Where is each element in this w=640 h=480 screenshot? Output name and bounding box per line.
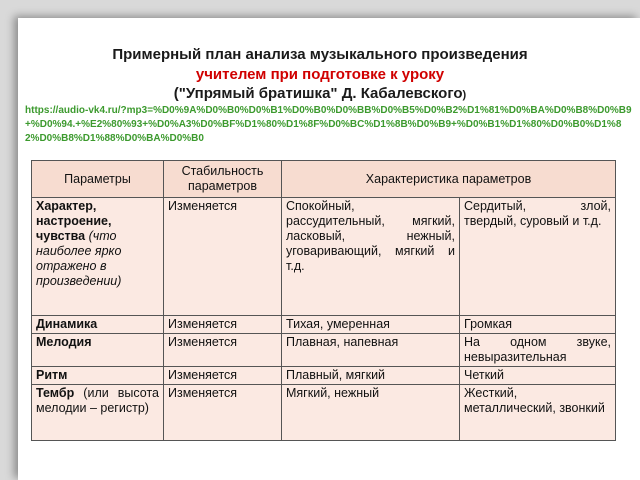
table-row	[32, 334, 616, 367]
char-b-cell: На одном звуке, невыразительная	[460, 334, 616, 367]
title-line-3-paren: )	[462, 89, 467, 101]
param-name: Ритм	[36, 368, 68, 382]
analysis-table	[31, 160, 616, 441]
param-cell	[32, 385, 164, 441]
char-b-cell: Громкая	[460, 316, 616, 334]
char-b-cell: Сердитый, злой, твердый, суровый и т.д.	[460, 198, 616, 316]
title-line-1: Примерный план анализа музыкального произведения	[112, 46, 528, 63]
title-line-3-main: ("Упрямый братишка" Д. Кабалевского	[173, 85, 463, 102]
char-a-cell: Мягкий, нежный	[282, 385, 460, 441]
param-cell	[32, 367, 164, 385]
table-row	[32, 367, 616, 385]
header-stability: Стабильность параметров	[164, 161, 282, 198]
char-a-cell: Тихая, умеренная	[282, 316, 460, 334]
stability-cell: Изменяется	[164, 385, 282, 441]
param-name: Характер, настроение, чувства	[36, 199, 112, 243]
char-b-cell: Жесткий, металлический, звонкий	[460, 385, 616, 441]
title-line-2: учителем при подготовке к уроку	[195, 66, 445, 83]
param-name: Тембр	[36, 386, 75, 400]
audio-link[interactable]: https://audio-vk4.ru/?mp3=%D0%9A%D0%B0%D0%B1%D0%B0%D0%BB%D0%B5%D0%B2%D1%81%D0%BA%D0%B8%D0%B9+%D0%94.+%E2%80%93+%D0%A3%D0%BF%D1%80%D1%8F%D0%BC%D1%8B%D0%B9+%D0%B1%D1%80%D0%B0%D1%82%D0%B8%D1%88%D0%BA%D0%B0	[25, 105, 632, 144]
param-cell	[32, 198, 164, 316]
table-row	[32, 385, 616, 441]
header-params: Параметры	[32, 161, 164, 198]
stability-cell: Изменяется	[164, 316, 282, 334]
table-row	[32, 316, 616, 334]
title-line-3	[0, 85, 640, 102]
stability-cell: Изменяется	[164, 198, 282, 316]
char-a-cell: Спокойный, рассудительный, мягкий, ласковый, нежный, уговаривающий, мягкий и т.д.	[282, 198, 460, 316]
param-name: Мелодия	[36, 335, 92, 349]
char-b-cell: Четкий	[460, 367, 616, 385]
param-note: (или высота мелодии – регистр)	[36, 386, 159, 415]
stability-cell: Изменяется	[164, 334, 282, 367]
table-row	[32, 198, 616, 316]
param-cell	[32, 334, 164, 367]
char-a-cell: Плавный, мягкий	[282, 367, 460, 385]
param-note: (что наиболее ярко отражено в произведении)	[36, 229, 122, 288]
stability-cell: Изменяется	[164, 367, 282, 385]
char-a-cell: Плавная, напевная	[282, 334, 460, 367]
header-characteristic: Характеристика параметров	[282, 161, 616, 198]
param-name: Динамика	[36, 317, 98, 331]
table-header-row	[32, 161, 616, 198]
param-cell	[32, 316, 164, 334]
